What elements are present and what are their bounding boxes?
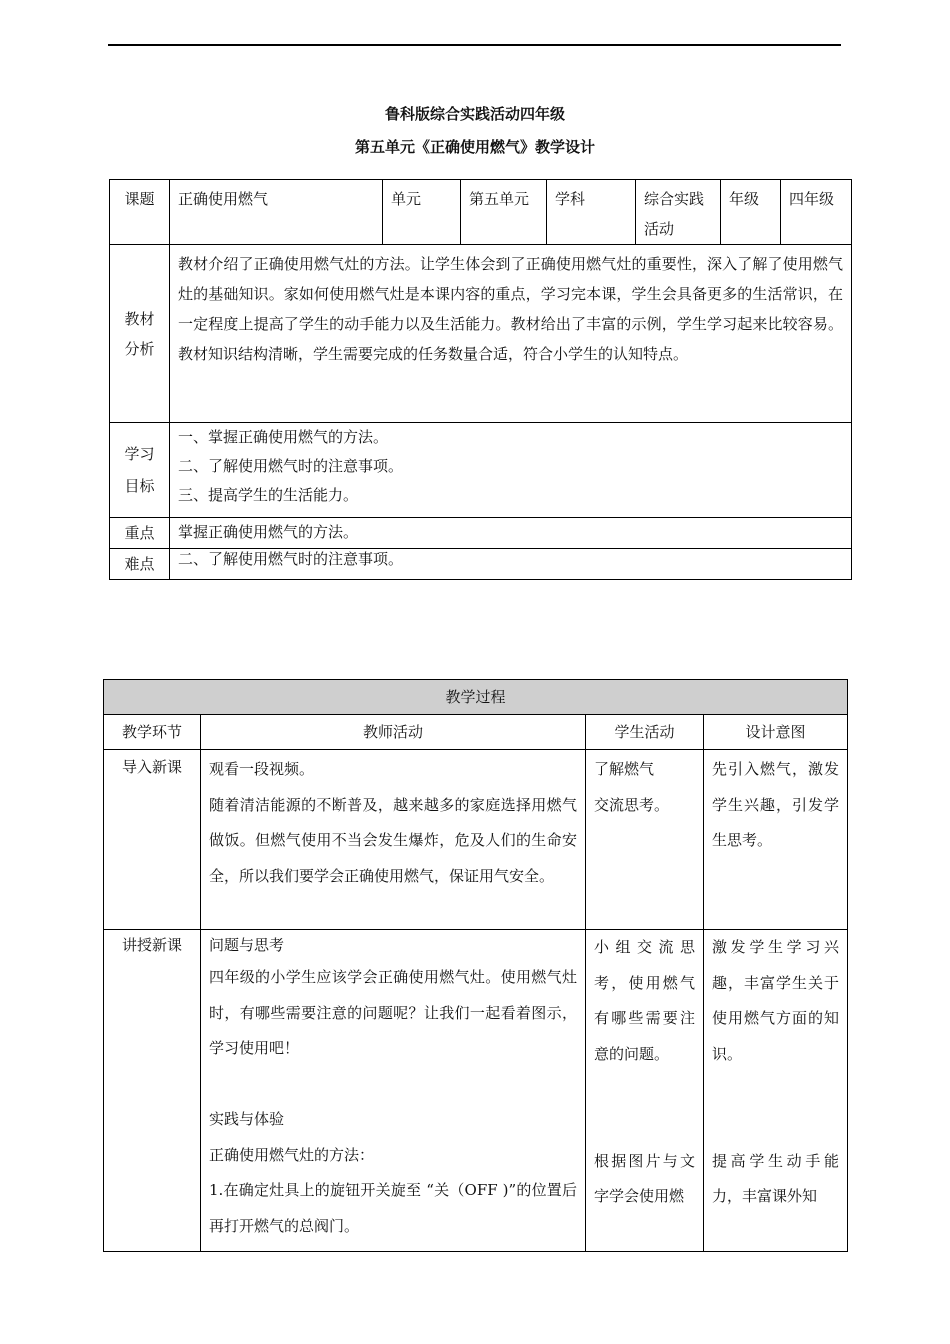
- column-header-student: 学生活动: [586, 715, 704, 750]
- intent-paragraph: 激发学生学习兴趣，丰富学生关于使用燃气方面的知识。: [712, 938, 840, 1063]
- design-intent-intro: 先引入燃气，激发学生兴趣，引发学生思考。: [704, 750, 848, 930]
- student-paragraph: 根据图片与文字学会使用燃: [594, 1151, 695, 1205]
- teacher-heading: 实践与体验: [209, 1110, 285, 1128]
- student-activity-intro: [586, 750, 704, 930]
- stage-intro: 导入新课: [104, 750, 201, 930]
- goal-item: 三、提高学生的生活能力。: [178, 486, 359, 504]
- student-line: 了解燃气: [594, 760, 655, 778]
- spacer: [712, 1108, 839, 1144]
- analysis-text: 教材介绍了正确使用燃气灶的方法。让学生体会到了正确使用燃气灶的重要性，深入了解了使用燃气灶的基础知识。家如何使用燃气灶是本课内容的重点，学习完本课，学生会具备更多的生活常识，在一定程度上提高了学生的动手能力以及生活能力。教材给出了丰富的示例，学生学习起来比较容易。教材知识结构清晰，学生需要完成的任务数量合适，符合小学生的认知特点。: [170, 245, 852, 423]
- spacer: [209, 1067, 577, 1103]
- goal-item: 二、了解使用燃气时的注意事项。: [178, 457, 404, 475]
- teacher-paragraph: 随着清洁能源的不断普及，越来越多的家庭选择用燃气做饭。但燃气使用不当会发生爆炸，危及人们的生命安全，所以我们要学会正确使用燃气，保证用气安全。: [209, 795, 577, 885]
- spacer: [594, 1108, 695, 1144]
- teacher-step: 1.在确定灶具上的旋钮开关旋至 “关（OFF )”的位置后再打开燃气的总阀门。: [209, 1181, 577, 1235]
- student-paragraph: 小组交流思考，使用燃气有哪些需要注意的问题。: [594, 938, 695, 1063]
- intent-paragraph: 提高学生动手能力，丰富课外知: [712, 1151, 840, 1205]
- goal-item: 一、掌握正确使用燃气的方法。: [178, 428, 389, 446]
- teacher-line: 正确使用燃气灶的方法：: [209, 1145, 375, 1164]
- analysis-label-text: 教材分析: [124, 309, 155, 358]
- goals-label-text: 学习目标: [124, 445, 155, 495]
- subject-value: 综合实践活动: [636, 180, 721, 245]
- goals-list: [170, 423, 852, 518]
- teacher-heading: 问题与思考: [209, 936, 285, 954]
- teacher-activity-intro: [201, 750, 586, 930]
- topic-label: 课题: [110, 180, 170, 245]
- unit-label: 单元: [383, 180, 461, 245]
- process-title: 教学过程: [104, 680, 848, 715]
- goals-label: [110, 423, 170, 518]
- student-activity-new-lesson: [586, 930, 704, 1252]
- lesson-info-table: [109, 179, 852, 580]
- teaching-process-table: [103, 679, 848, 1252]
- grade-value: 四年级: [781, 180, 852, 245]
- document-subtitle: 第五单元《正确使用燃气》教学设计: [354, 138, 595, 156]
- unit-value: 第五单元: [461, 180, 547, 245]
- subject-label: 学科: [547, 180, 636, 245]
- topic-value: 正确使用燃气: [170, 180, 383, 245]
- column-header-stage: 教学环节: [104, 715, 201, 750]
- stage-new-lesson: 讲授新课: [104, 930, 201, 1252]
- key-text: 掌握正确使用燃气的方法。: [170, 518, 852, 549]
- student-line: 交流思考。: [594, 795, 670, 814]
- design-intent-new-lesson: [704, 930, 848, 1252]
- difficulty-label: 难点: [110, 549, 170, 580]
- grade-label: 年级: [721, 180, 781, 245]
- difficulty-text: 二、了解使用燃气时的注意事项。: [170, 549, 852, 580]
- teacher-line: 观看一段视频。: [209, 760, 315, 778]
- column-header-intent: 设计意图: [704, 715, 848, 750]
- header-rule: [108, 44, 841, 46]
- key-label: 重点: [110, 518, 170, 549]
- document-title: 鲁科版综合实践活动四年级: [384, 105, 565, 123]
- column-header-teacher: 教师活动: [201, 715, 586, 750]
- teacher-paragraph: 四年级的小学生应该学会正确使用燃气灶。使用燃气灶时，有哪些需要注意的问题呢？让我们一起看着图示，学习使用吧！: [209, 968, 577, 1057]
- analysis-label: [110, 245, 170, 423]
- teacher-activity-new-lesson: [201, 930, 586, 1252]
